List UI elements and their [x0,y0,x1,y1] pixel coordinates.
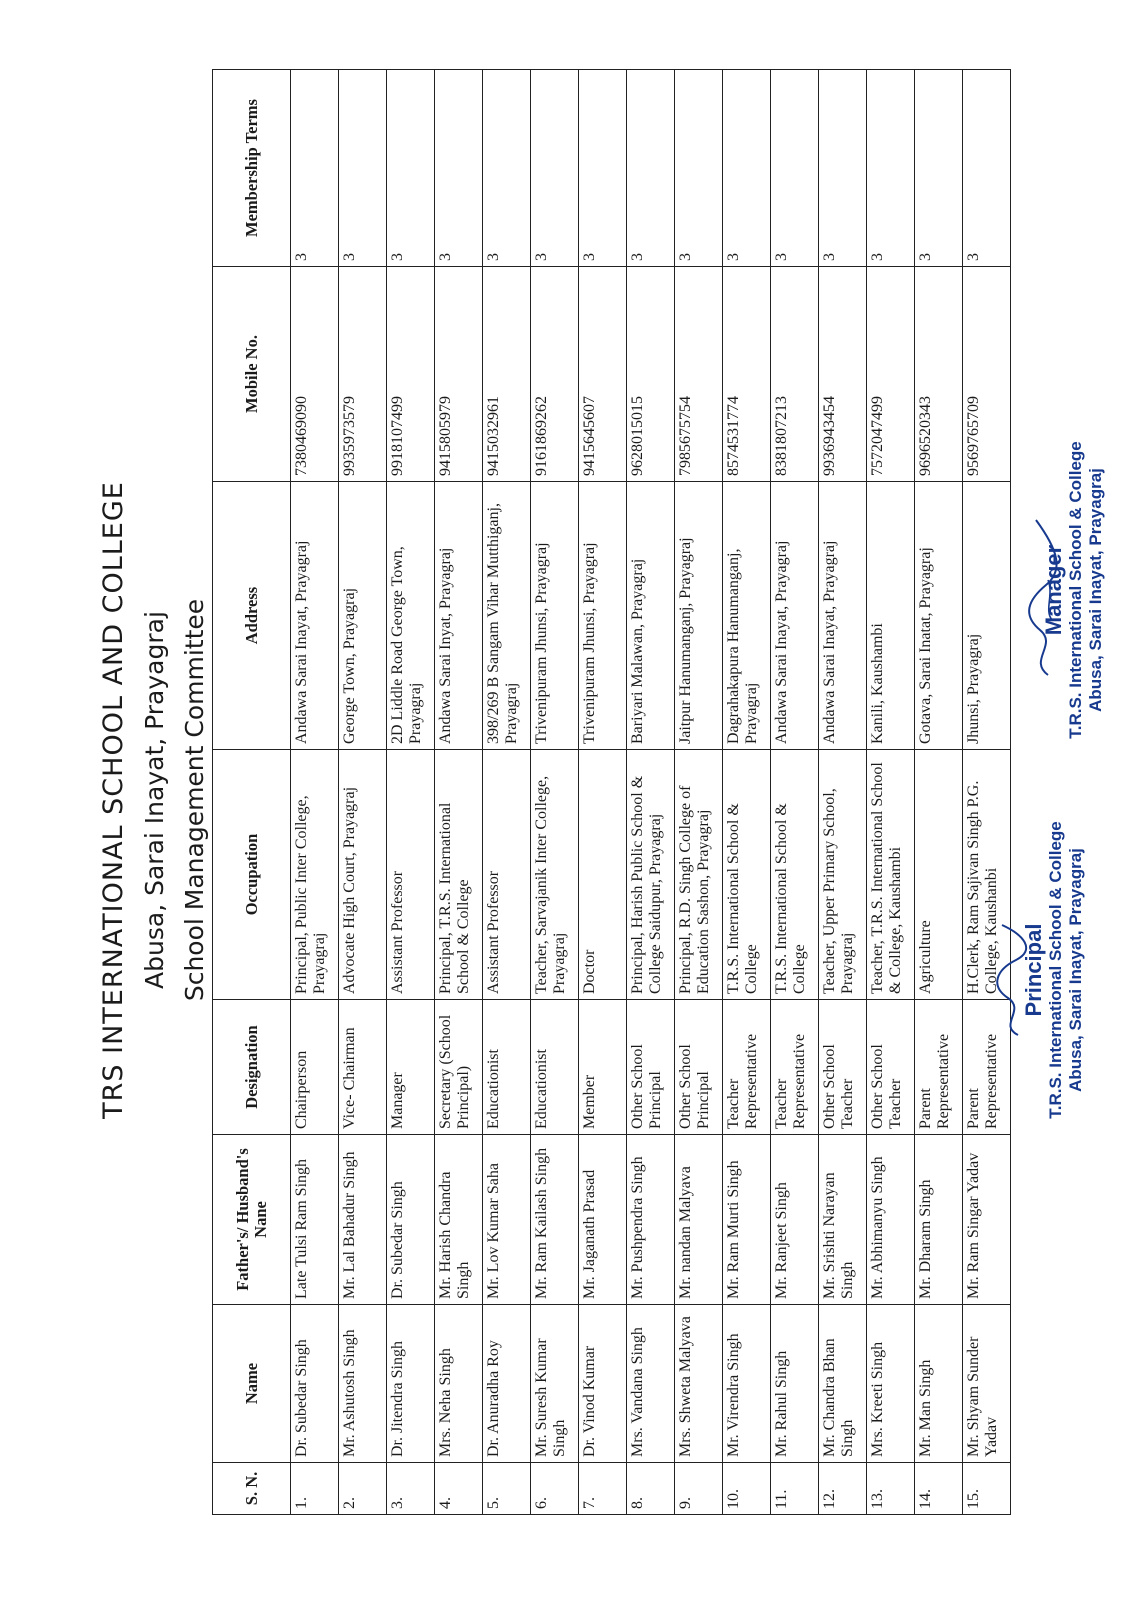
table-cell: 7380469090 [291,267,339,482]
manager-stamp-role: Manager [1041,544,1066,636]
table-cell: Principal, R.D. Singh College of Education Sashon, Prayagraj [675,750,723,1000]
table-cell: 3 [915,70,963,267]
table-cell: T.R.S. International School & College [771,750,819,1000]
table-cell: Teacher, Upper Primary School, Prayagraj [819,750,867,1000]
column-header: Address [213,482,291,750]
table-cell: Mr. Jaganath Prasad [579,1135,627,1305]
table-cell: Bariyari Malawan, Prayagraj [627,482,675,750]
table-cell: Other School Teacher [819,1000,867,1135]
table-cell: Other School Principal [627,1000,675,1135]
table-cell: Teacher Representative [771,1000,819,1135]
table-cell: 14. [915,1463,963,1515]
table-cell: 9918107499 [387,267,435,482]
table-cell: Teacher Representative [723,1000,771,1135]
table-cell: Andawa Sarai Inayat, Prayagraj [819,482,867,750]
manager-stamp [1042,430,1106,750]
table-cell: 9161869262 [531,267,579,482]
table-cell: 8381807213 [771,267,819,482]
table-cell: 9. [675,1463,723,1515]
table-cell: Chairperson [291,1000,339,1135]
table-cell: Secretary (School Principal) [435,1000,483,1135]
table-cell: Mr. Rahul Singh [771,1305,819,1463]
table-cell: Other School Principal [675,1000,723,1135]
table-cell: Dr. Subedar Singh [387,1135,435,1305]
table-cell: Mrs. Vandana Singh [627,1305,675,1463]
school-name-heading: TRS INTERNATIONAL SCHOOL AND COLLEGE [98,481,129,1119]
column-header: Name [213,1305,291,1463]
table-cell: Mrs. Shweta Malyava [675,1305,723,1463]
table-cell: Andawa Sarai Inayat, Prayagraj [291,482,339,750]
table-cell: 3 [435,70,483,267]
table-cell: Mr. Dharam Singh [915,1135,963,1305]
table-cell: Mr. Man Singh [915,1305,963,1463]
table-cell: 2D Liddle Road George Town, Prayagraj [387,482,435,750]
table-cell: Principal, T.R.S. International School & College [435,750,483,1000]
table-cell: 3. [387,1463,435,1515]
table-cell: Other School Teacher [867,1000,915,1135]
table-cell: Trivenipuram Jhunsi, Prayagraj [579,482,627,750]
table-cell: Educationist [483,1000,531,1135]
table-cell: 3 [339,70,387,267]
table-cell: Mr. Ram Murti Singh [723,1135,771,1305]
table-cell: 3 [387,70,435,267]
table-cell: 3 [579,70,627,267]
table-cell: Mr. Suresh Kumar Singh [531,1305,579,1463]
table-cell: Mr. Lov Kumar Saha [483,1135,531,1305]
table-cell: 6. [531,1463,579,1515]
table-cell: Late Tulsi Ram Singh [291,1135,339,1305]
table-cell: 13. [867,1463,915,1515]
table-cell: Mrs. Neha Singh [435,1305,483,1463]
principal-stamp [1022,810,1086,1130]
table-cell: Dr. Subedar Singh [291,1305,339,1463]
table-cell: 3 [867,70,915,267]
table-cell: Parent Representative [963,1000,1011,1135]
table-cell: Mr. Lal Bahadur Singh [339,1135,387,1305]
table-cell: 3 [723,70,771,267]
table-cell: Jhunsi, Prayagraj [963,482,1011,750]
table-cell: Mr. Ram Kailash Singh [531,1135,579,1305]
table-cell: 11. [771,1463,819,1515]
table-cell: Assistant Professor [483,750,531,1000]
table-cell: Mr. Virendra Singh [723,1305,771,1463]
table-cell: Teacher, Sarvajanik Inter College, Prayagraj [531,750,579,1000]
table-cell: T.R.S. International School & College [723,750,771,1000]
column-header: Father's/ Husband's Nane [213,1135,291,1305]
table-cell: Parent Representative [915,1000,963,1135]
table-cell: Dr. Jitendra Singh [387,1305,435,1463]
table-cell: Mr. Ram Singar Yadav [963,1135,1011,1305]
committee-heading: School Management Committee [180,598,209,1002]
principal-stamp-role: Principal [1021,923,1046,1017]
table-cell: H.Clerk, Ram Sajivan Singh P.G. College, Kaushanbi [963,750,1011,1000]
table-cell: Gotava, Sarai Inatat, Prayagraj [915,482,963,750]
table-cell: Mr. Srishti Narayan Singh [819,1135,867,1305]
column-header: Mobile No. [213,267,291,482]
table-cell: 9935973579 [339,267,387,482]
column-header: Membership Terms [213,70,291,267]
table-cell: Dagrahakapura Hanumanganj, Prayagraj [723,482,771,750]
table-cell: Mr. Shyam Sunder Yadav [963,1305,1011,1463]
table-cell: Jaitpur Hanumanganj, Prayagraj [675,482,723,750]
table-cell: Vice- Chairman [339,1000,387,1135]
table-cell: 9415805979 [435,267,483,482]
table-cell: Mr. Chandra Bhan Singh [819,1305,867,1463]
table-cell: Kanili, Kaushambi [867,482,915,750]
table-cell: Mr. Ranjeet Singh [771,1135,819,1305]
table-cell: Trivenipuram Jhunsi, Prayagraj [531,482,579,750]
table-cell: 8. [627,1463,675,1515]
table-cell: Mr. Harish Chandra Singh [435,1135,483,1305]
table-cell: Mr. Ashutosh Singh [339,1305,387,1463]
table-cell: Manager [387,1000,435,1135]
table-cell: 3 [819,70,867,267]
table-cell: Advocate High Court, Prayagraj [339,750,387,1000]
table-cell: 9696520343 [915,267,963,482]
table-cell: 2. [339,1463,387,1515]
table-cell: Andawa Sarai Inyat, Prayagraj [435,482,483,750]
table-cell: Agriculture [915,750,963,1000]
table-cell: 4. [435,1463,483,1515]
table-cell: 9415032961 [483,267,531,482]
table-cell: 9415645607 [579,267,627,482]
table-cell: Member [579,1000,627,1135]
table-cell: 3 [483,70,531,267]
column-header: Occupation [213,750,291,1000]
table-cell: Principal, Harish Public School & College Saidupur, Prayagraj [627,750,675,1000]
table-cell: 12. [819,1463,867,1515]
table-cell: 9936943454 [819,267,867,482]
principal-stamp-line2: Abusa, Sarai Inayat, Prayagraj [1066,848,1085,1092]
table-cell: 10. [723,1463,771,1515]
table-cell: George Town, Prayagraj [339,482,387,750]
table-cell: 3 [963,70,1011,267]
table-cell: Mr. Abhimanyu Singh [867,1135,915,1305]
table-cell: Teacher, T.R.S. International School & College, Kaushambi [867,750,915,1000]
table-cell: 9569765709 [963,267,1011,482]
table-cell: Mrs. Kreeti Singh [867,1305,915,1463]
table-cell: 8574531774 [723,267,771,482]
table-cell: Educationist [531,1000,579,1135]
table-cell: 7. [579,1463,627,1515]
principal-stamp-line1: T.R.S. International School & College [1046,821,1065,1119]
table-cell: Assistant Professor [387,750,435,1000]
table-cell: 3 [675,70,723,267]
table-cell: Doctor [579,750,627,1000]
table-cell: 5. [483,1463,531,1515]
school-location-heading: Abusa, Sarai Inayat, Prayagraj [140,611,169,989]
table-cell: 3 [771,70,819,267]
table-cell: Dr. Anuradha Roy [483,1305,531,1463]
manager-stamp-line1: T.R.S. International School & College [1066,441,1085,739]
table-cell: 1. [291,1463,339,1515]
table-cell: 7572047499 [867,267,915,482]
table-cell: 9628015015 [627,267,675,482]
column-header: Designation [213,1000,291,1135]
table-cell: Dr. Vinod Kumar [579,1305,627,1463]
table-cell: Mr. Pushpendra Singh [627,1135,675,1305]
table-cell: 3 [627,70,675,267]
table-cell: 3 [291,70,339,267]
table-cell: Principal, Public Inter College, Prayagraj [291,750,339,1000]
table-cell: 3 [531,70,579,267]
manager-stamp-line2: Abusa, Sarai Inayat, Prayagraj [1086,468,1105,712]
column-header: S. N. [213,1463,291,1515]
table-cell: Andawa Sarai Inayat, Prayagraj [771,482,819,750]
table-cell: 7985675754 [675,267,723,482]
table-cell: 15. [963,1463,1011,1515]
table-cell: Mr. nandan Malyava [675,1135,723,1305]
table-cell: 398/269 B Sangam Vihar Mutthiganj, Prayagraj [483,482,531,750]
